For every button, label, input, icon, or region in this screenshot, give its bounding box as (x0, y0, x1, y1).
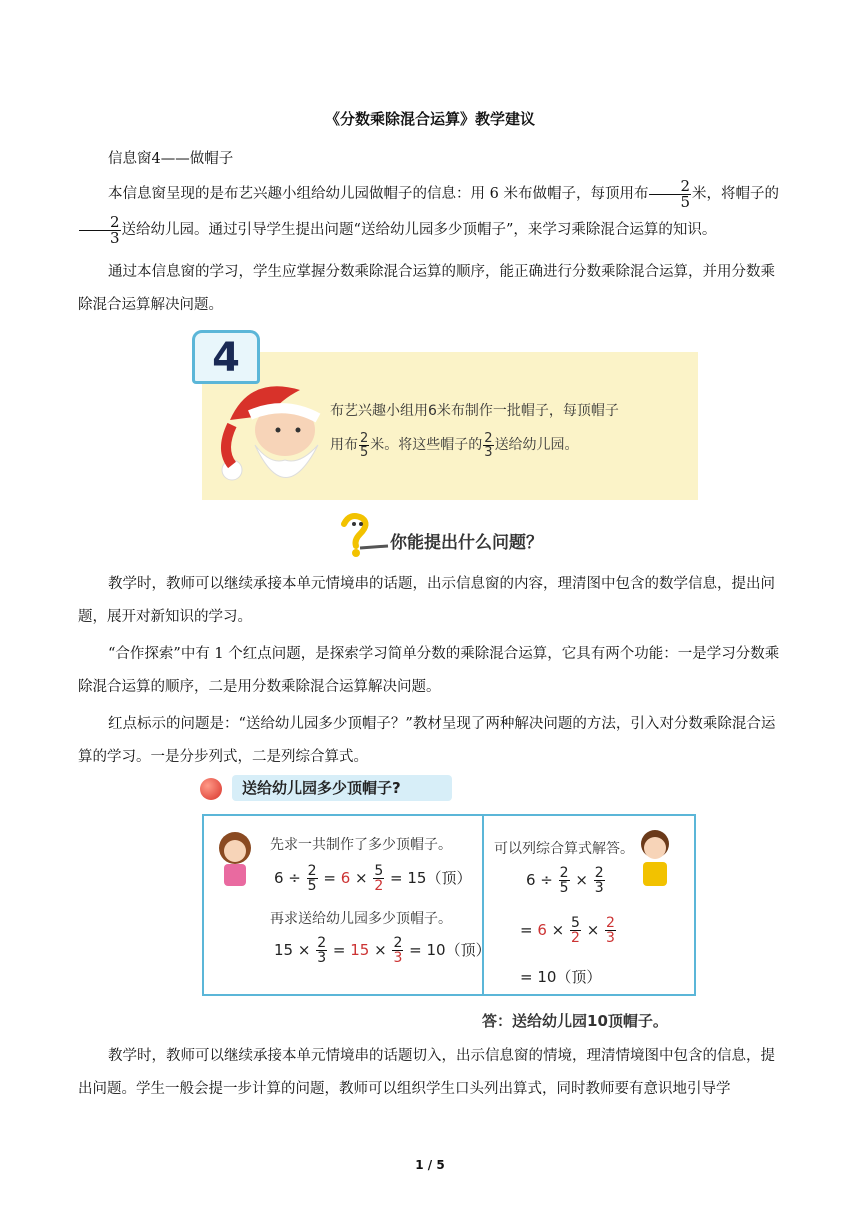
right-solution-text: 可以列综合算式解答。 (494, 841, 634, 857)
fraction-two-fifths: $\frac{2}{5}$ (649, 179, 691, 210)
girl-illustration (212, 828, 258, 888)
paragraph-5: 红点标示的问题是：“送给幼儿园多少顶帽子？”教材呈现了两种解决问题的方法，引入对分数乘除混合运算的学习。一是分步列式，二是列综合算式。 (78, 716, 776, 765)
body-text-middle (78, 568, 780, 774)
solution-box (202, 814, 696, 996)
info-fraction-two-thirds: $\frac{2}{3}$ (484, 430, 493, 460)
paragraph-2: 通过本信息窗的学习，学生应掌握分数乘除混合运算的顺序，能正确进行分数乘除混合运算，并用分数乘除混合运算解决问题。 (78, 264, 775, 313)
section-heading: 信息窗4——做帽子 (108, 151, 234, 167)
left-step2-equation: 15 × $\frac{2}{3}$ = 15 × $\frac{2}{3}$ = 10（顶） (274, 935, 491, 966)
body-text-bottom (78, 1040, 780, 1106)
left-step2-text: 再求送给幼儿园多少顶帽子。 (270, 911, 452, 927)
boy-illustration (630, 826, 680, 888)
red-point-question: 送给幼儿园多少顶帽子? (200, 775, 450, 803)
info-fraction-two-fifths: $\frac{2}{5}$ (360, 430, 369, 460)
red-dot-icon (200, 778, 222, 800)
document-title: 《分数乘除混合运算》教学建议 (324, 110, 535, 128)
right-equation-result: = 10（顶） (520, 968, 602, 986)
solution-divider (482, 816, 484, 994)
right-equation-line2: = 6 × $\frac{5}{2}$ × $\frac{2}{3}$ (520, 915, 615, 946)
paragraph-6: 教学时，教师可以继续承接本单元情境串的话题切入，出示信息窗的情境，理清情境图中包含的信息，提出问题。学生一般会提一步计算的问题，教师可以组织学生口头列出算式，同时教师要有意识地引导学 (78, 1048, 775, 1097)
right-equation-line1: 6 ÷ $\frac{2}{5}$ × $\frac{2}{3}$ (526, 865, 604, 896)
info-window-number-badge: 4 (192, 330, 260, 384)
paragraph-3: 教学时，教师可以继续承接本单元情境串的话题，出示信息窗的内容，理清图中包含的数学信息，提出问题，展开对新知识的学习。 (78, 576, 775, 625)
info-window-illustration (192, 330, 698, 500)
question-prompt: 你能提出什么问题？ (330, 510, 590, 558)
fraction-two-thirds: $\frac{2}{3}$ (79, 215, 121, 246)
paragraph-4: “合作探索”中有 1 个红点问题，是探索学习简单分数的乘除混合运算，它具有两个功能：一是学习分数乘除混合运算的顺序，二是用分数乘除混合运算解决问题。 (78, 646, 780, 695)
answer-text: 答：送给幼儿园10顶帽子。 (482, 1012, 668, 1030)
info-window-text: 布艺兴趣小组用6米布制作一批帽子，每顶帽子 用布 $\frac{2}{5}$ 米。将这些帽子的 $\frac{2}{3}$ 送给幼儿园。 (330, 403, 619, 460)
body-text-top (78, 143, 780, 322)
santa-illustration (210, 370, 330, 500)
left-step1-text: 先求一共制作了多少顶帽子。 (270, 837, 452, 853)
question-mark-icon (330, 510, 390, 558)
page-number: 1 / 5 (415, 1158, 445, 1172)
left-step1-equation: 6 ÷ $\frac{2}{5}$ = 6 × $\frac{5}{2}$ = 15（顶） (274, 863, 472, 894)
paragraph-1: 本信息窗呈现的是布艺兴趣小组给幼儿园做帽子的信息：用 6 米布做帽子，每顶用布 $\frac{2}{5}$ 米，将帽子的 $\frac{2}{3}$ 送给幼儿园。通过引导学生提出问题“送给幼儿园多少顶帽子”，来学习乘除混合运算的知识。 (78, 176, 780, 248)
